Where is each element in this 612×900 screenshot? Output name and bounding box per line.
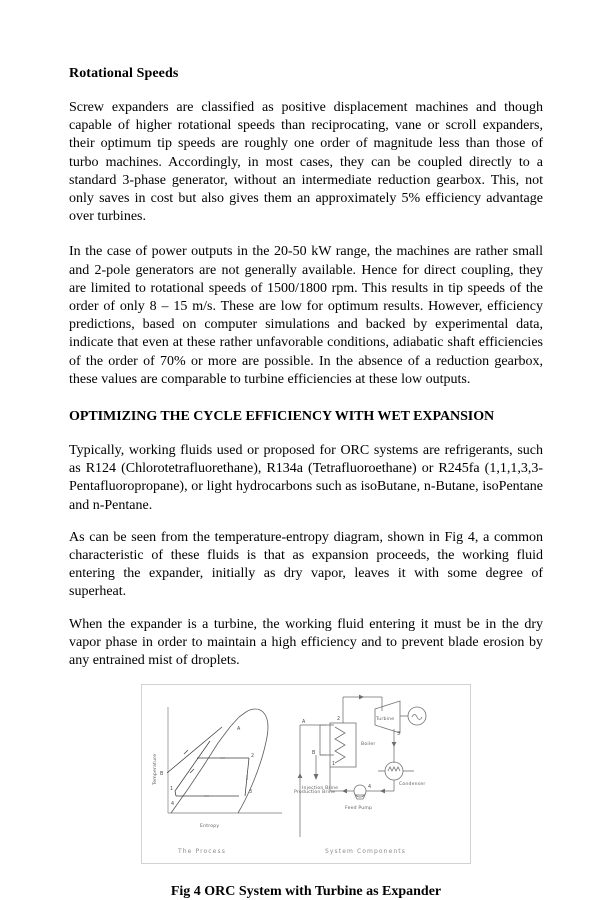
spacer xyxy=(69,389,543,409)
feed-flow-arrow xyxy=(342,789,347,794)
section-heading-rotational-speeds: Rotational Speeds xyxy=(69,66,179,81)
system-diagram-group xyxy=(294,695,426,855)
system-point-label-1: 1 xyxy=(332,762,336,768)
ts-x-axis-label: Entropy xyxy=(200,824,220,830)
boiler-coil xyxy=(335,727,345,763)
figure-container xyxy=(69,684,543,864)
ts-point-label-1: 1 xyxy=(170,787,174,793)
spacer xyxy=(69,82,543,99)
ts-point-label-b: B xyxy=(160,772,164,778)
ts-diagram-sub-caption: The Process xyxy=(178,848,226,856)
boiler-shell xyxy=(330,723,356,767)
boiler-label: Boiler xyxy=(361,742,376,748)
system-point-label-2: 2 xyxy=(337,717,341,723)
injection-brine-label: Injection Brine xyxy=(302,786,339,792)
system-point-label-4: 4 xyxy=(368,785,372,791)
spacer xyxy=(69,226,543,243)
ts-flow-tick-brine xyxy=(184,750,188,754)
generator-body xyxy=(408,707,426,725)
ts-y-axis-label: Temperature xyxy=(153,753,158,786)
exhaust-flow-arrow xyxy=(392,742,397,747)
system-point-label-a: A xyxy=(302,720,306,726)
injection-brine-arrow xyxy=(314,774,319,780)
production-brine-label: Production Brine xyxy=(294,790,336,796)
paragraph-turbine-dry-vapor: When the expander is a turbine, the working fluid entering it must be in the dry vapor phase in order to maintain a high efficiency and to prevent blade erosion by any entrained mist of droplets. xyxy=(69,616,543,668)
system-point-label-3: 3 xyxy=(397,732,401,738)
paragraph-working-fluids: Typically, working fluids used or proposed for ORC systems are refrigerants, such as R124 (Chlorotetrafluorethane), R134a (Tetrafluoroethane) or R245fa (1,1,1,3,3-Pentafluoropropane), or light hydrocarbons such as isoButane, n-Butane, isoPentane and n-Pentane. xyxy=(69,443,543,513)
feed-pump-label: Feed Pump xyxy=(345,806,373,812)
generator-sine-icon xyxy=(412,715,422,720)
paragraph-rotational-speeds-2: In the case of power outputs in the 20-50 kW range, the machines are rather small and 2-pole generators are not generally available. Hence for direct coupling, they are limited to rotational speeds of 1500/1800 rpm. This results in tip speeds of the order of only 8 – 15 m/s. These are low for optimum results. However, efficiency predictions, based on computer simulations and backed by experimental data, indicate that even at these rather unfavorable conditions, adiabatic shaft efficiencies of the order of 70% or more are possible. In the absence of a reduction gearbox, these values are comparable to turbine efficiencies at these low outputs. xyxy=(69,244,543,387)
turbine-label: Turbine xyxy=(376,717,395,723)
figure-4-caption: Fig 4 ORC System with Turbine as Expander xyxy=(170,884,442,900)
ts-liquid-heating xyxy=(175,741,210,791)
condensate-flow-arrow xyxy=(380,789,385,794)
spacer xyxy=(69,602,543,616)
ts-point-label-3: 3 xyxy=(249,790,253,796)
vapor-flow-arrow xyxy=(359,695,364,700)
brine-jacket xyxy=(320,725,326,755)
production-brine-arrow xyxy=(298,773,303,778)
figure-4-orc-system xyxy=(141,684,471,864)
ts-diagram-group xyxy=(152,707,282,855)
paragraph-rotational-speeds-1: Screw expanders are classified as positive displacement machines and though capable of higher rotational speeds than reciprocating, vane or scroll expanders, their optimum tip speeds are roughly one order of magnitude less than those of turbo machines. Accordingly, in most cases, they can be coupled directly to a standard 3-phase generator, without an intermediate reduction gearbox. This, not only saves in cost but also gives them an approximately 5% efficiency advantage over turbines. xyxy=(69,100,543,225)
saturation-dome-curve xyxy=(171,709,268,813)
spacer xyxy=(69,515,543,529)
document-content xyxy=(69,66,543,900)
spacer xyxy=(69,425,543,442)
system-point-label-b: B xyxy=(312,751,316,757)
paragraph-temperature-entropy: As can be seen from the temperature-entropy diagram, shown in Fig 4, a common characteristic of these fluids is that as expansion proceeds, the working fluid entering the expander, initially as dry vapor, leaves it with some degree of superheat. xyxy=(69,529,543,600)
section-heading-optimizing-cycle-efficiency: OPTIMIZING THE CYCLE EFFICIENCY WITH WET EXPANSION xyxy=(69,408,495,424)
system-diagram-sub-caption: System Components xyxy=(325,848,406,856)
condenser-body xyxy=(385,762,403,780)
condenser-label: Condenser xyxy=(399,782,426,788)
figure-4-svg xyxy=(142,685,470,863)
condenser-coil-icon xyxy=(388,767,400,771)
ts-flow-tick-heating xyxy=(190,769,194,773)
ts-point-label-4: 4 xyxy=(171,802,175,808)
ts-point-label-2: 2 xyxy=(251,754,255,760)
ts-point-label-a: A xyxy=(237,727,241,733)
